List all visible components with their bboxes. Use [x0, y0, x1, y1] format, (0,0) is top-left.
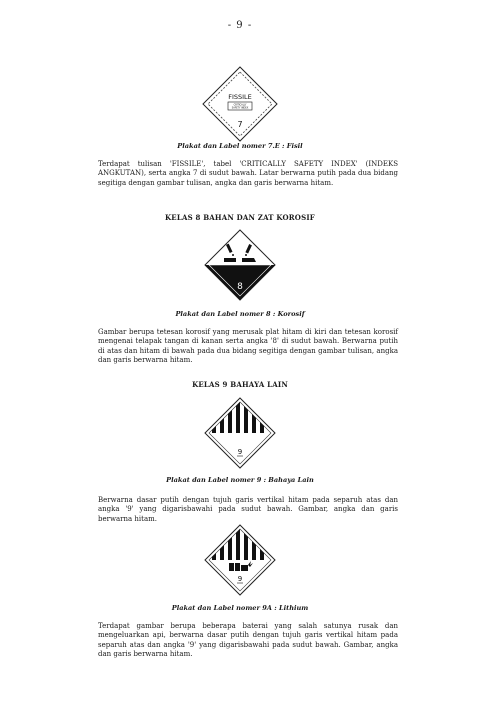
- fissile-class-number: 7: [237, 120, 243, 129]
- lithium-caption: Plakat dan Label nomer 9A : Lithium: [171, 604, 309, 612]
- fissile-description: Terdapat tulisan 'FISSILE', tabel 'CRITICALLY SAFETY INDEX' (INDEKS ANGKUTAN), serta angka 7 di sudut bawah. Latar berwarna putih pada dua bidang segitiga dengan gambar tulisan, angka dan garis berwarna hitam.: [98, 160, 398, 187]
- misc-hazard-class-number: 9: [237, 448, 243, 456]
- corrosive-label-diamond: [204, 229, 276, 301]
- lithium-label-diamond: [204, 524, 276, 596]
- fissile-caption: Plakat dan Label nomer 7.E : Fisil: [177, 142, 303, 150]
- misc-hazard-label-diamond: [204, 397, 276, 469]
- corrosive-class-number: 8: [237, 282, 243, 292]
- fissile-table-line1: CRITICALLY: [233, 103, 247, 107]
- corrosive-description: Gambar berupa tetesan korosif yang merusak plat hitam di kiri dan tetesan korosif mengenai telapak tangan di kanan serta angka '8' di sudut bawah. Berwarna putih di atas dan hitam di bawah pada dua bidang segitiga dengan gambar tulisan, angka dan garis berwarna hitam.: [98, 328, 398, 365]
- fissile-word: FISSILE: [228, 93, 252, 101]
- lithium-class-number: 9: [237, 575, 243, 583]
- fissile-label-diamond: [202, 66, 278, 142]
- class8-heading: KELAS 8 BAHAN DAN ZAT KOROSIF: [165, 213, 315, 222]
- fissile-table-line2: SAFETY INDEX: [231, 106, 249, 110]
- class9-heading: KELAS 9 BAHAYA LAIN: [192, 380, 288, 389]
- lithium-description: Terdapat gambar berupa beberapa baterai yang salah satunya rusak dan mengeluarkan api, berwarna dasar putih dengan tujuh garis vertikal hitam pada separuh atas dan angka '9' yang digarisbawahi pada sudut bawah. Gambar, angka dan garis berwarna hitam.: [98, 622, 398, 659]
- corrosive-caption: Plakat dan Label nomer 8 : Korosif: [175, 310, 305, 318]
- page-number: - 9 -: [227, 20, 253, 31]
- misc-hazard-caption: Plakat dan Label nomer 9 : Bahaya Lain: [166, 476, 314, 484]
- misc-hazard-description: Berwarna dasar putih dengan tujuh garis vertikal hitam pada separuh atas dan angka '9' yang digarisbawahi pada sudut bawah. Gambar, angka dan garis berwarna hitam.: [98, 496, 398, 523]
